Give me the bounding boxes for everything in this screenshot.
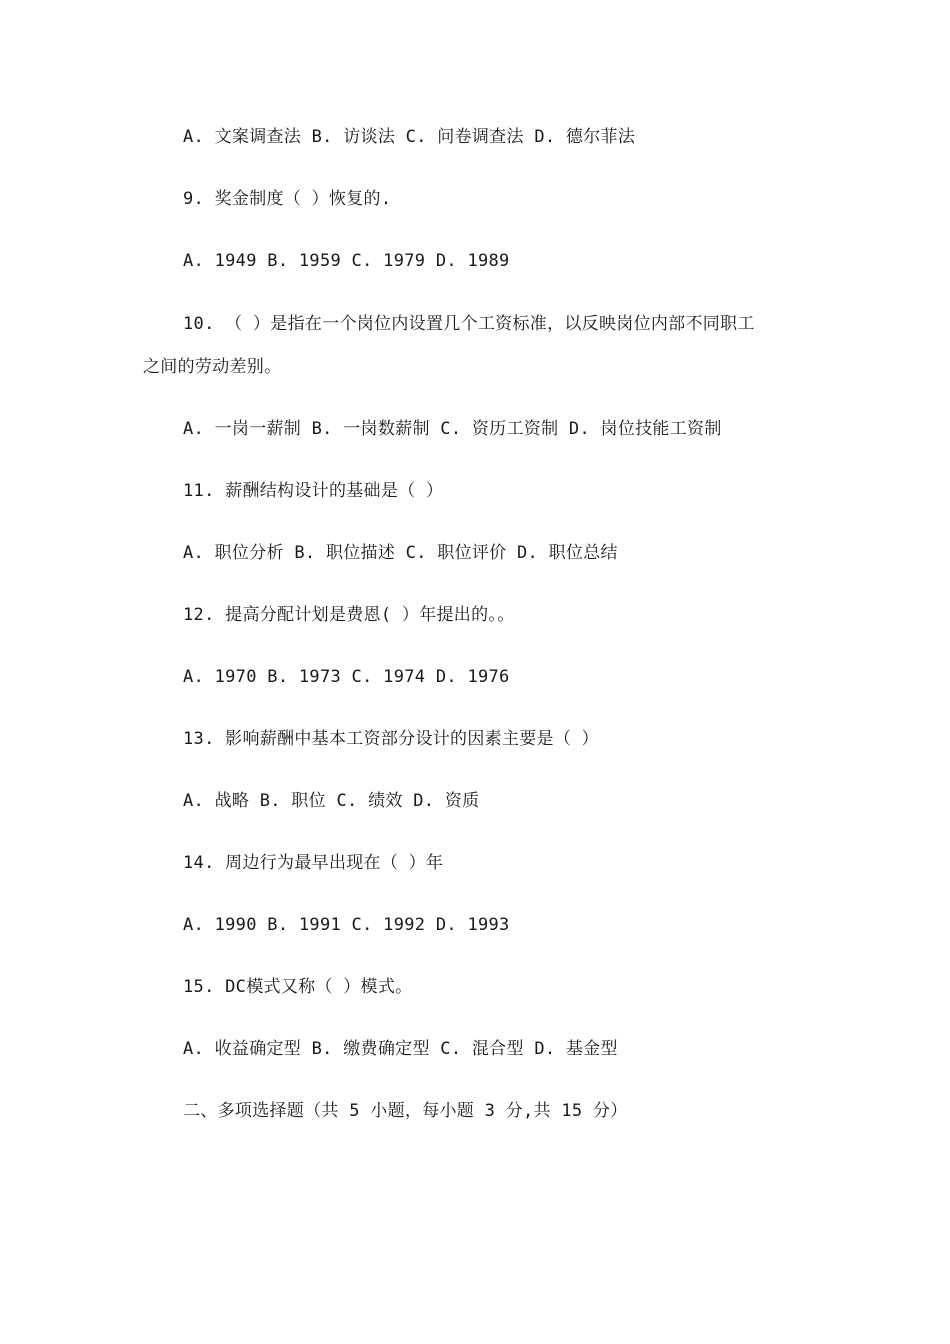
q14-question: 14. 周边行为最早出现在（ ）年 (183, 853, 444, 873)
q13-question: 13. 影响薪酬中基本工资部分设计的因素主要是（ ） (183, 729, 599, 749)
q9-options: A. 1949 B. 1959 C. 1979 D. 1989 (183, 251, 510, 271)
q15-options: A. 收益确定型 B. 缴费确定型 C. 混合型 D. 基金型 (183, 1039, 618, 1059)
q12-question: 12. 提高分配计划是费恩( ）年提出的。。 (183, 605, 515, 625)
q15-question: 15. DC模式又称（ ）模式。 (183, 977, 413, 997)
q10-options: A. 一岗一薪制 B. 一岗数薪制 C. 资历工资制 D. 岗位技能工资制 (183, 419, 722, 439)
section-heading-multiple-choice: 二、多项选择题（共 5 小题，每小题 3 分,共 15 分） (183, 1101, 628, 1121)
q11-question: 11. 薪酬结构设计的基础是（ ） (183, 481, 444, 501)
q8-options: A. 文案调查法 B. 访谈法 C. 问卷调查法 D. 德尔菲法 (183, 127, 636, 147)
q10-question-continued: 之间的劳动差别。 (143, 357, 282, 377)
q9-question: 9. 奖金制度（ ）恢复的. (183, 189, 392, 209)
q14-options: A. 1990 B. 1991 C. 1992 D. 1993 (183, 915, 510, 935)
q12-options: A. 1970 B. 1973 C. 1974 D. 1976 (183, 667, 510, 687)
q11-options: A. 职位分析 B. 职位描述 C. 职位评价 D. 职位总结 (183, 543, 618, 563)
q13-options: A. 战略 B. 职位 C. 绩效 D. 资质 (183, 791, 480, 811)
q10-question: 10. （ ）是指在一个岗位内设置几个工资标准，以反映岗位内部不同职工 (183, 314, 755, 334)
